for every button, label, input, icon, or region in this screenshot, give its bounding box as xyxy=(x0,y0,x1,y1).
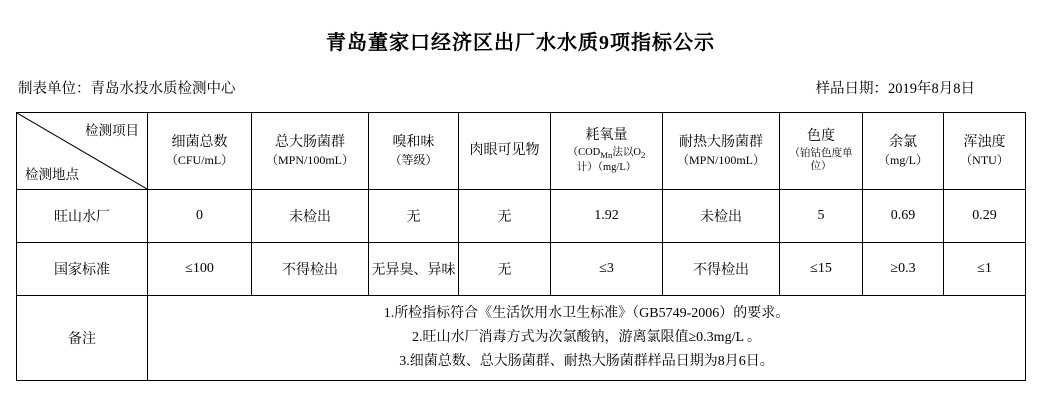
corner-top-label: 检测项目 xyxy=(85,123,139,138)
column-header-odor-taste xyxy=(369,113,459,190)
column-header-main: 色度 xyxy=(807,128,835,144)
cell-standard-thermotolerant-coliform: 不得检出 xyxy=(663,243,780,296)
table-row xyxy=(17,243,1026,296)
column-header-sub: （mg/L） xyxy=(878,152,928,167)
column-header-sub: （MPN/100mL） xyxy=(265,152,354,167)
row-label-standard: 国家标准 xyxy=(17,243,148,296)
cell-standard-visible-matter: 无 xyxy=(459,243,551,296)
column-header-total-coliform xyxy=(252,113,369,190)
remark-line-2: 2.旺山水厂消毒方式为次氯酸钠，游离氯限值≥0.3mg/L 。 xyxy=(412,330,761,346)
cell-plant-chromaticity: 5 xyxy=(780,190,863,243)
column-header-visible-matter xyxy=(459,113,551,190)
column-header-sub: （MPN/100mL） xyxy=(676,152,765,167)
corner-bottom-label: 检测地点 xyxy=(25,167,79,182)
remark-label: 备注 xyxy=(17,296,148,381)
column-header-main: 总大肠菌群 xyxy=(275,134,345,150)
column-header-sub: （CFU/mL） xyxy=(165,152,234,167)
column-header-thermotolerant-coliform xyxy=(663,113,780,190)
cell-plant-residual-chlorine: 0.69 xyxy=(863,190,944,243)
remark-body xyxy=(148,296,1026,381)
water-quality-table xyxy=(16,112,1026,381)
table-row xyxy=(17,190,1026,243)
column-header-oxygen-consumption xyxy=(551,113,663,190)
cell-plant-thermotolerant-coliform: 未检出 xyxy=(663,190,780,243)
remark-line-3: 3.细菌总数、总大肠菌群、耐热大肠菌群样品日期为8月6日。 xyxy=(399,353,774,369)
sample-date-label: 样品日期：2019年8月8日 xyxy=(815,81,975,97)
cell-plant-odor-taste: 无 xyxy=(369,190,459,243)
cell-standard-odor-taste: 无异臭、异味 xyxy=(369,243,459,296)
column-header-sub: （等级） xyxy=(389,152,438,167)
column-header-main: 细菌总数 xyxy=(171,134,228,150)
column-header-main: 耗氧量 xyxy=(585,128,628,143)
meta-row xyxy=(18,77,1023,98)
column-header-sub: （NTU） xyxy=(960,152,1009,167)
cell-standard-oxygen-consumption: ≤3 xyxy=(551,243,663,296)
cell-standard-chromaticity: ≤15 xyxy=(780,243,863,296)
cell-plant-bacteria-count: 0 xyxy=(148,190,252,243)
page-title: 青岛董家口经济区出厂水水质9项指标公示 xyxy=(326,32,715,54)
table-header-row xyxy=(17,113,1026,190)
corner-header-cell xyxy=(17,113,148,190)
column-header-main: 肉眼可见物 xyxy=(469,142,540,158)
cell-standard-bacteria-count: ≤100 xyxy=(148,243,252,296)
column-header-sub-small: （$COD_{Mn}$法以$O_2$ xyxy=(567,146,646,160)
cell-standard-residual-chlorine: ≥0.3 xyxy=(863,243,944,296)
remark-line-1: 1.所检指标符合《生活饮用水卫生标准》（GB5749-2006）的要求。 xyxy=(383,306,790,322)
column-header-main: 嗅和味 xyxy=(392,134,435,150)
cell-plant-visible-matter: 无 xyxy=(459,190,551,243)
column-header-sub-small: （铂钴色度单位） xyxy=(789,147,853,173)
column-header-main: 余氯 xyxy=(889,134,917,150)
cell-plant-turbidity: 0.29 xyxy=(944,190,1026,243)
table-remark-row xyxy=(17,296,1026,381)
cell-plant-total-coliform: 未检出 xyxy=(252,190,369,243)
column-header-residual-chlorine xyxy=(863,113,944,190)
column-header-chromaticity xyxy=(780,113,863,190)
row-label-plant: 旺山水厂 xyxy=(17,190,148,243)
column-header-main: 耐热大肠菌群 xyxy=(679,134,763,150)
cell-plant-oxygen-consumption: 1.92 xyxy=(551,190,663,243)
column-header-main: 浑浊度 xyxy=(963,134,1006,150)
cell-standard-turbidity: ≤1 xyxy=(944,243,1026,296)
column-header-turbidity xyxy=(944,113,1026,190)
cell-standard-total-coliform: 不得检出 xyxy=(252,243,369,296)
maker-label: 制表单位：青岛水投水质检测中心 xyxy=(18,81,236,97)
column-header-bacteria-count xyxy=(148,113,252,190)
column-header-sub-small-2: 计）（mg/L） xyxy=(576,162,637,174)
